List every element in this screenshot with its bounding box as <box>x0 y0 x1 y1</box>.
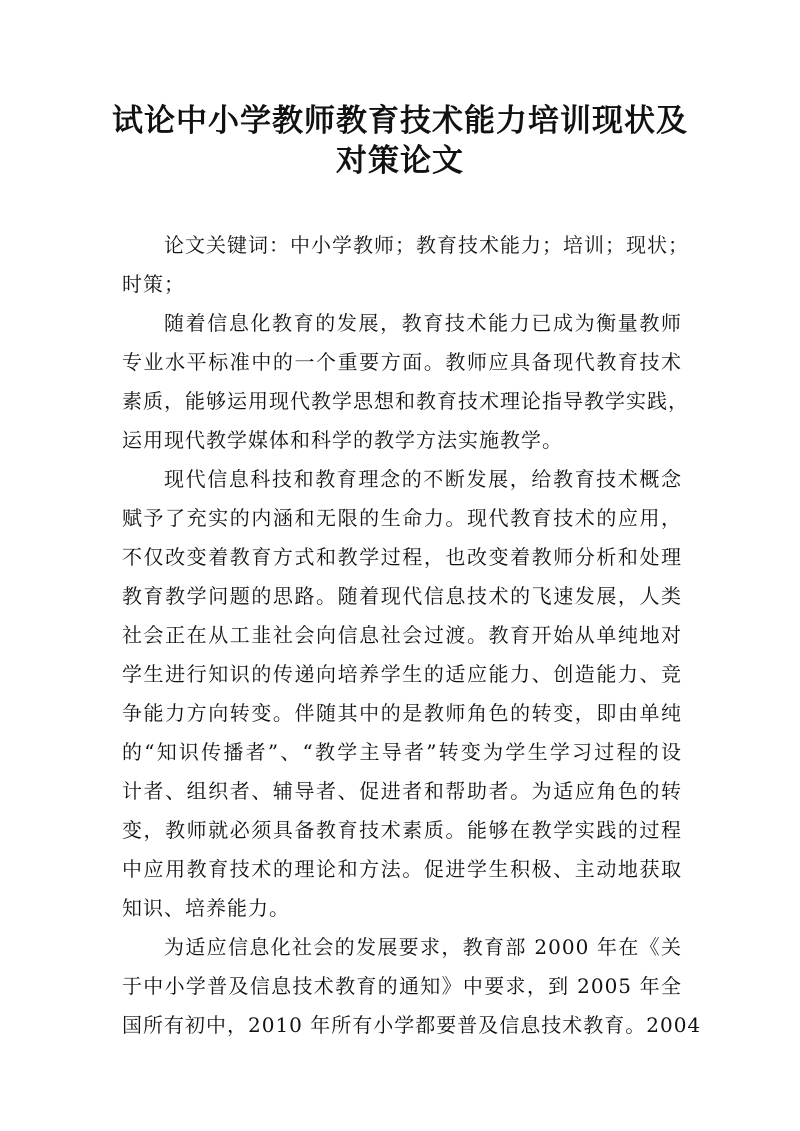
paragraph-2-line: 知识、培养能力。 <box>122 896 290 920</box>
paragraph-2-line: 变，教师就必须具备教育技术素质。能够在教学实践的过程 <box>122 818 682 842</box>
keywords-line-continued: 时策； <box>122 272 185 296</box>
paragraph-1-line: 素质，能够运用现代教学思想和教育技术理论指导教学实践， <box>122 389 689 413</box>
paragraph-2-line: 赋予了充实的内涵和无限的生命力。现代教育技术的应用， <box>122 506 682 530</box>
paragraph-1-line: 运用现代教学媒体和科学的教学方法实施教学。 <box>122 428 563 452</box>
keywords-line: 论文关键词：中小学教师；教育技术能力；培训；现状； <box>164 233 689 257</box>
paragraph-3-line: 于中小学普及信息技术教育的通知》中要求，到 2005 年全 <box>122 974 682 998</box>
document-title-line-1: 试论中小学教师教育技术能力培训现状及 <box>112 103 688 139</box>
paragraph-2-line: 计者、组织者、辅导者、促进者和帮助者。为适应角色的转 <box>122 779 682 803</box>
paragraph-2-line: 中应用教育技术的理论和方法。促进学生积极、主动地获取 <box>122 857 682 881</box>
paragraph-3-line: 为适应信息化社会的发展要求，教育部 2000 年在《关 <box>164 935 682 959</box>
paragraph-2-line: 学生进行知识的传递向培养学生的适应能力、创造能力、竞 <box>122 662 682 686</box>
paragraph-2-line: 教育教学问题的思路。随着现代信息技术的飞速发展，人类 <box>122 584 682 608</box>
paragraph-1-line: 专业水平标准中的一个重要方面。教师应具备现代教育技术 <box>122 350 682 374</box>
paragraph-2-line: 的“知识传播者”、“教学主导者”转变为学生学习过程的设 <box>122 740 682 764</box>
paragraph-2-line: 现代信息科技和教育理念的不断发展，给教育技术概念 <box>164 467 682 491</box>
paragraph-1-line: 随着信息化教育的发展，教育技术能力已成为衡量教师 <box>164 311 682 335</box>
paragraph-3-line: 国所有初中，2010 年所有小学都要普及信息技术教育。2004 <box>122 1013 702 1037</box>
paragraph-2-line: 争能力方向转变。伴随其中的是教师角色的转变，即由单纯 <box>122 701 682 725</box>
document-title-line-2: 对策论文 <box>336 143 464 179</box>
paragraph-2-line: 社会正在从工韭社会向信息社会过渡。教育开始从单纯地对 <box>122 623 682 647</box>
paragraph-2-line: 不仅改变着教育方式和教学过程，也改变着教师分析和处理 <box>122 545 682 569</box>
